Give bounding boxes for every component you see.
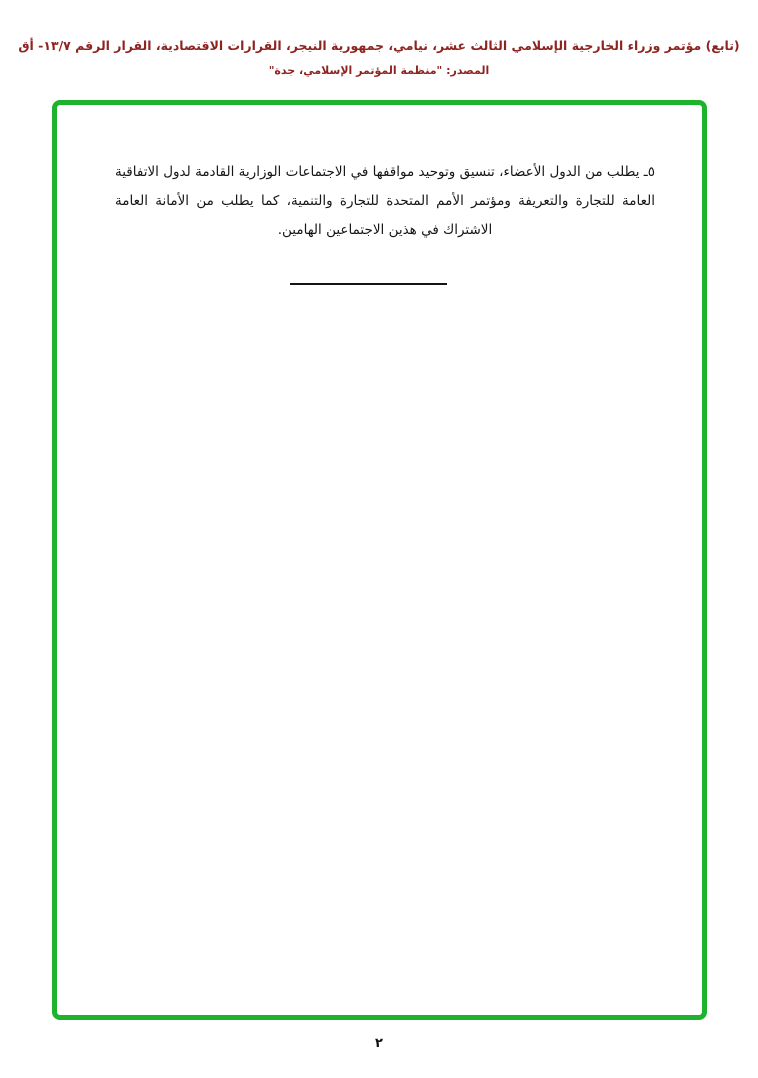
header-source-line: المصدر: "منظمة المؤتمر الإسلامي، جدة": [268, 64, 490, 77]
paragraph-line: العامة للتجارة والتعريفة ومؤتمر الأمم المتحدة للتجارة والتنمية، كما يطلب من الأمانة العامة: [115, 193, 655, 209]
paragraph-line: ٥ـ يطلب من الدول الأعضاء، تنسيق وتوحيد مواقفها في الاجتماعات الوزارية القادمة لدول الاتفاقية: [115, 164, 655, 180]
resolution-paragraph: [115, 158, 655, 245]
section-divider: [290, 283, 447, 285]
header-reference-line: (تابع) مؤتمر وزراء الخارجية الإسلامي الثالث عشر، نيامي، جمهورية النيجر، القرارات الاقتصادية، القرار الرقم ١٣/٧- أق: [18, 38, 740, 53]
paragraph-line: الاشتراك في هذين الاجتماعين الهامين.: [277, 222, 493, 238]
page-number: ٢: [375, 1036, 383, 1051]
